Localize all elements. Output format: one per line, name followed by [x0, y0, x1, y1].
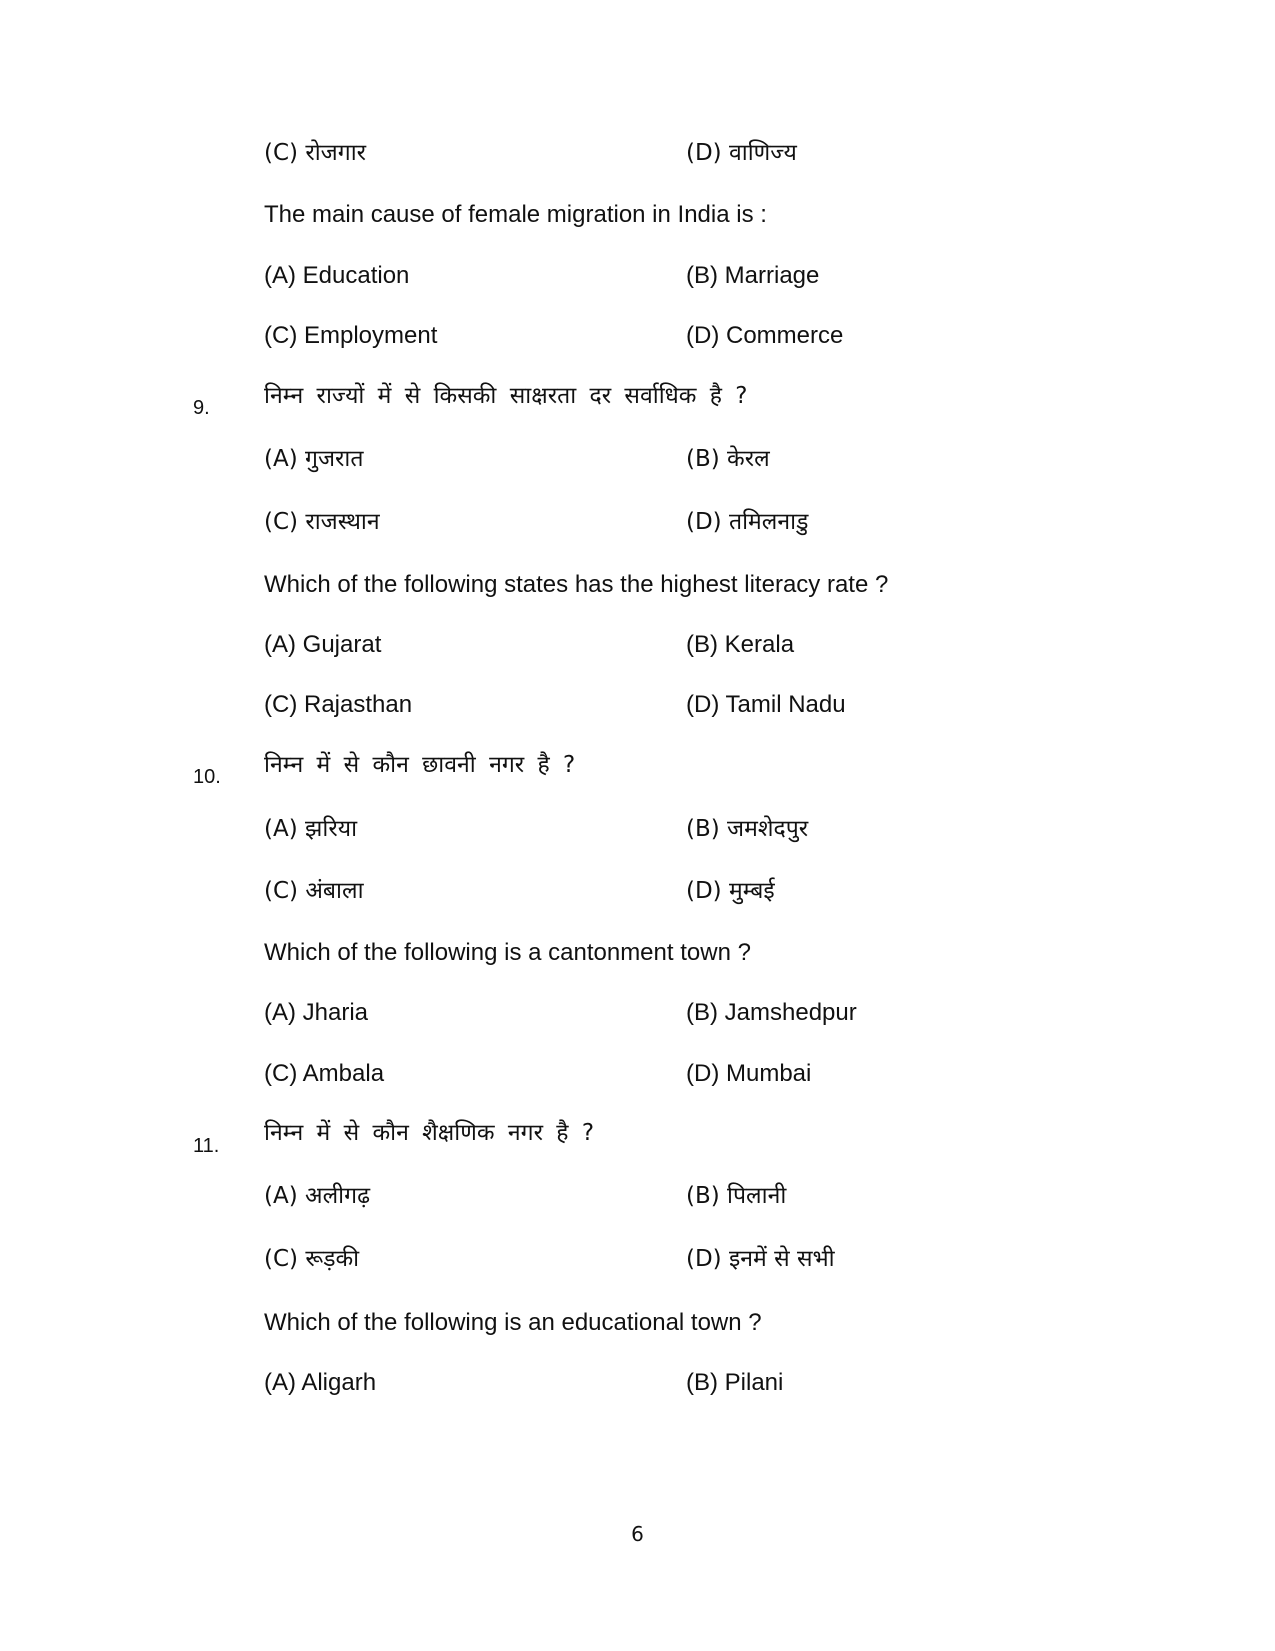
q10-en-option-a: (A) Jharia [264, 999, 369, 1026]
q9-hi-option-c: (C) राजस्थान [264, 509, 380, 535]
q11-en-stem: Which of the following is an educational town ? [264, 1309, 762, 1336]
q9-en-option-d: (D) Tamil Nadu [686, 691, 846, 718]
q10-number: 10. [193, 766, 221, 788]
q8-en-option-a: (A) Education [264, 262, 410, 289]
q9-hi-stem: निम्न राज्यों में से किसकी साक्षरता दर सर्वाधिक है ? [264, 383, 748, 409]
q9-hi-option-b: (B) केरल [686, 446, 770, 472]
q11-hi-option-d: (D) इनमें से सभी [686, 1246, 835, 1272]
q11-hi-option-c: (C) रूड़की [264, 1246, 360, 1272]
q10-hi-option-c: (C) अंबाला [264, 878, 364, 904]
q8-en-stem: The main cause of female migration in India is : [264, 201, 767, 228]
q11-hi-option-a: (A) अलीगढ़ [264, 1183, 371, 1209]
q8-hi-option-c: (C) रोजगार [264, 140, 367, 166]
q9-number: 9. [193, 397, 210, 419]
q9-en-option-a: (A) Gujarat [264, 631, 382, 658]
q10-en-option-c: (C) Ambala [264, 1060, 385, 1087]
q10-en-option-d: (D) Mumbai [686, 1060, 812, 1087]
q10-en-stem: Which of the following is a cantonment town ? [264, 939, 751, 966]
q8-en-option-b: (B) Marriage [686, 262, 820, 289]
q9-hi-option-a: (A) गुजरात [264, 446, 364, 472]
q10-hi-stem: निम्न में से कौन छावनी नगर है ? [264, 752, 576, 778]
q11-en-option-a: (A) Aligarh [264, 1369, 377, 1396]
q9-hi-option-d: (D) तमिलनाडु [686, 509, 809, 535]
q10-hi-option-d: (D) मुम्बई [686, 878, 775, 904]
q9-en-option-c: (C) Rajasthan [264, 691, 413, 718]
q8-hi-option-d: (D) वाणिज्य [686, 140, 797, 166]
q8-en-option-c: (C) Employment [264, 322, 438, 349]
q11-hi-option-b: (B) पिलानी [686, 1183, 787, 1209]
page-number: 6 [631, 1522, 644, 1546]
q9-en-option-b: (B) Kerala [686, 631, 795, 658]
q10-hi-option-a: (A) झरिया [264, 816, 358, 842]
q11-hi-stem: निम्न में से कौन शैक्षणिक नगर है ? [264, 1120, 595, 1146]
q10-hi-option-b: (B) जमशेदपुर [686, 816, 809, 842]
q11-number: 11. [193, 1135, 220, 1157]
q8-en-option-d: (D) Commerce [686, 322, 844, 349]
q9-en-stem: Which of the following states has the highest literacy rate ? [264, 571, 889, 598]
q10-en-option-b: (B) Jamshedpur [686, 999, 857, 1026]
q11-en-option-b: (B) Pilani [686, 1369, 784, 1396]
